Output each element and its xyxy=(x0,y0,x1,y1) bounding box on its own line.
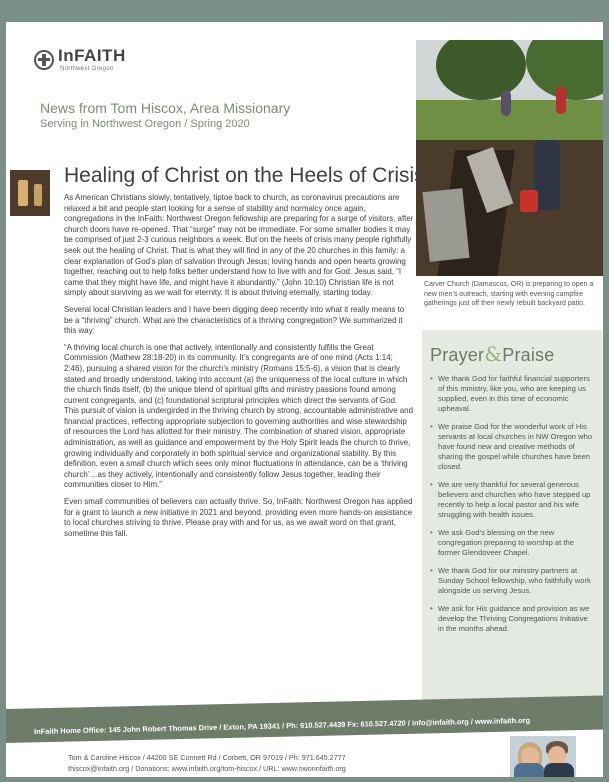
prayer-item: • We thank God for our ministry partners at Sunday School fellowship, who faithfully work alongside us serving Jesus. xyxy=(430,566,591,595)
church-patio-photo xyxy=(416,40,603,276)
cross-logo-icon xyxy=(34,50,54,70)
prayer-item: • We ask for His guidance and provision as we develop the Thriving Congregations Initiative in the months ahead. xyxy=(430,604,590,633)
photo-caption: Carver Church (Damascus, OR) is preparing to open a new men’s outreach, starting with evening campfire gatherings just off their newly rebuilt backyard patio. xyxy=(424,281,594,307)
infaith-logo xyxy=(34,48,126,72)
newsletter-sheet xyxy=(6,22,603,777)
missionary-contact-address: Tom & Caroline Hiscox / 44200 SE Connett Rd / Corbett, OR 97019 / Ph: 971.645.2777 xyxy=(68,753,346,762)
article-body xyxy=(64,193,414,545)
bullet-icon: • xyxy=(430,604,433,613)
article-paragraph: As American Christians slowly, tentatively, tiptoe back to church, as coronavirus precautions are relaxed a bit and people start looking for a sense of stability and normalcy once again, congregations in the InFaith: Northwest Oregon fellowship are preparing for a surge of visitors, after church doors have re-opened. That “surge” may not be immediate. For some smaller bodies it may be comprised of just 2-3 curious neighbors a week. But on the heels of crisis many people rightfully seek out the healing of Christ. That is what they will find in any of the 20 churches in this family: a clear explanation of God’s plan of salvation through Jesus; loving hands and open hearts growing together, reaching out to help folks better understand how to live with and for God. Jesus said, “I came that they might have life, and might have it abundantly.” (John 10:10) Christian life is not simply about surviving as we wait for eternity. It is about thriving eternally, starting today. xyxy=(64,193,414,298)
red-bucket xyxy=(520,190,538,212)
missionary-couple-photo xyxy=(510,736,576,777)
article-paragraph: Even small communities of believers can actually thrive. So, InFaith: Northwest Oregon has applied for a grant to launch a new initiative in 2021 and beyond, providing even more hands-on assistance to local churches striving to thrive. Please pray with and for us, as we await word on that grant, sometime this fall. xyxy=(64,497,413,538)
article-paragraph: “A thriving local church is one that actively, intentionally and consistently fulfills the Great Commission (Mathew 28:18-20) in its community. It’s congregants are of one mind (Acts 1:14; 2:46), pursuing a shared vision for the church’s ministry (Romans 15:5-6), a vision that is clearly stated and broadly understood, taking into account (a) the uniqueness of the local culture in which the church finds itself, (b) the unique blend of spiritual gifts and ministry passions found among current congregants, and (c) foundational scriptural principles which direct the servants of God. This pursuit of vision is undergirded in the thriving church by strong, accountable administrative and financial practices, reflecting appropriate subjection to governing authorities and wise stewardship of resources the Lord has allotted for their ministry. The combination of shared vision, appropriate administration, as well as guidance and empowerment by the Holy Spirit leads the church to thrive, growing individually and corporately in both spiritual service and organizational stability. By this definition, even a small church which sees only minor fluctuations in attendance, can be a ‘thriving church’…as they actively, intentionally and consistently follow Jesus together, leading their communities closer to Him.” xyxy=(64,342,413,490)
newsletter-title: News from Tom Hiscox, Area Missionary xyxy=(40,100,291,116)
prayer-item: • We thank God for faithful financial supporters of this ministry, like you, who are keeping us supplied, even in this time of economic upheaval. xyxy=(430,374,590,413)
bullet-icon: • xyxy=(430,528,433,537)
bullet-icon: • xyxy=(430,480,433,489)
prayer-praise-title: Prayer&Praise xyxy=(430,342,555,366)
article-paragraph: Several local Christian leaders and I have been digging deep recently into what it really means to be a “thriving” church. What are the characteristics of a thriving congregation? We summarized it this way: xyxy=(64,304,405,336)
bullet-icon: • xyxy=(430,566,433,575)
church-interior-thumbnail xyxy=(10,170,50,216)
bullet-icon: • xyxy=(430,422,433,431)
missionary-contact-web: thiscox@infaith.org / Donations: www.infaith.org/tom-hiscox / URL: www.nworinfaith.org xyxy=(68,764,346,773)
logo-region: Northwest Oregon xyxy=(60,66,114,72)
logo-name: InFAITH xyxy=(58,46,126,65)
prayer-item: • We praise God for the wonderful work of His servants at local churches in NW Oregon who have found new and creative methods of sharing the gospel while churches have been closed. xyxy=(430,422,593,471)
article-headline: Healing of Christ on the Heels of Crisis xyxy=(64,164,425,187)
prayer-praise-sidebar xyxy=(422,330,602,714)
prayer-item: • We are very thankful for several generous believers and churches who have stepped up recently to help a local pastor and his wife struggling with health issues. xyxy=(430,480,591,519)
newsletter-subtitle: Serving in Northwest Oregon / Spring 2020 xyxy=(40,118,250,130)
home-office-address: InFaith Home Office: 145 John Robert Thomas Drive / Exton, PA 19341 / Ph: 610.527.4439 Fx: 610.527.4720 / info@infaith.org / www.infaith.org xyxy=(34,715,531,736)
prayer-item: • We ask God’s blessing on the new congregation preparing to worship at the former Glendoveer Chapel. xyxy=(430,528,574,557)
bullet-icon: • xyxy=(430,374,433,383)
